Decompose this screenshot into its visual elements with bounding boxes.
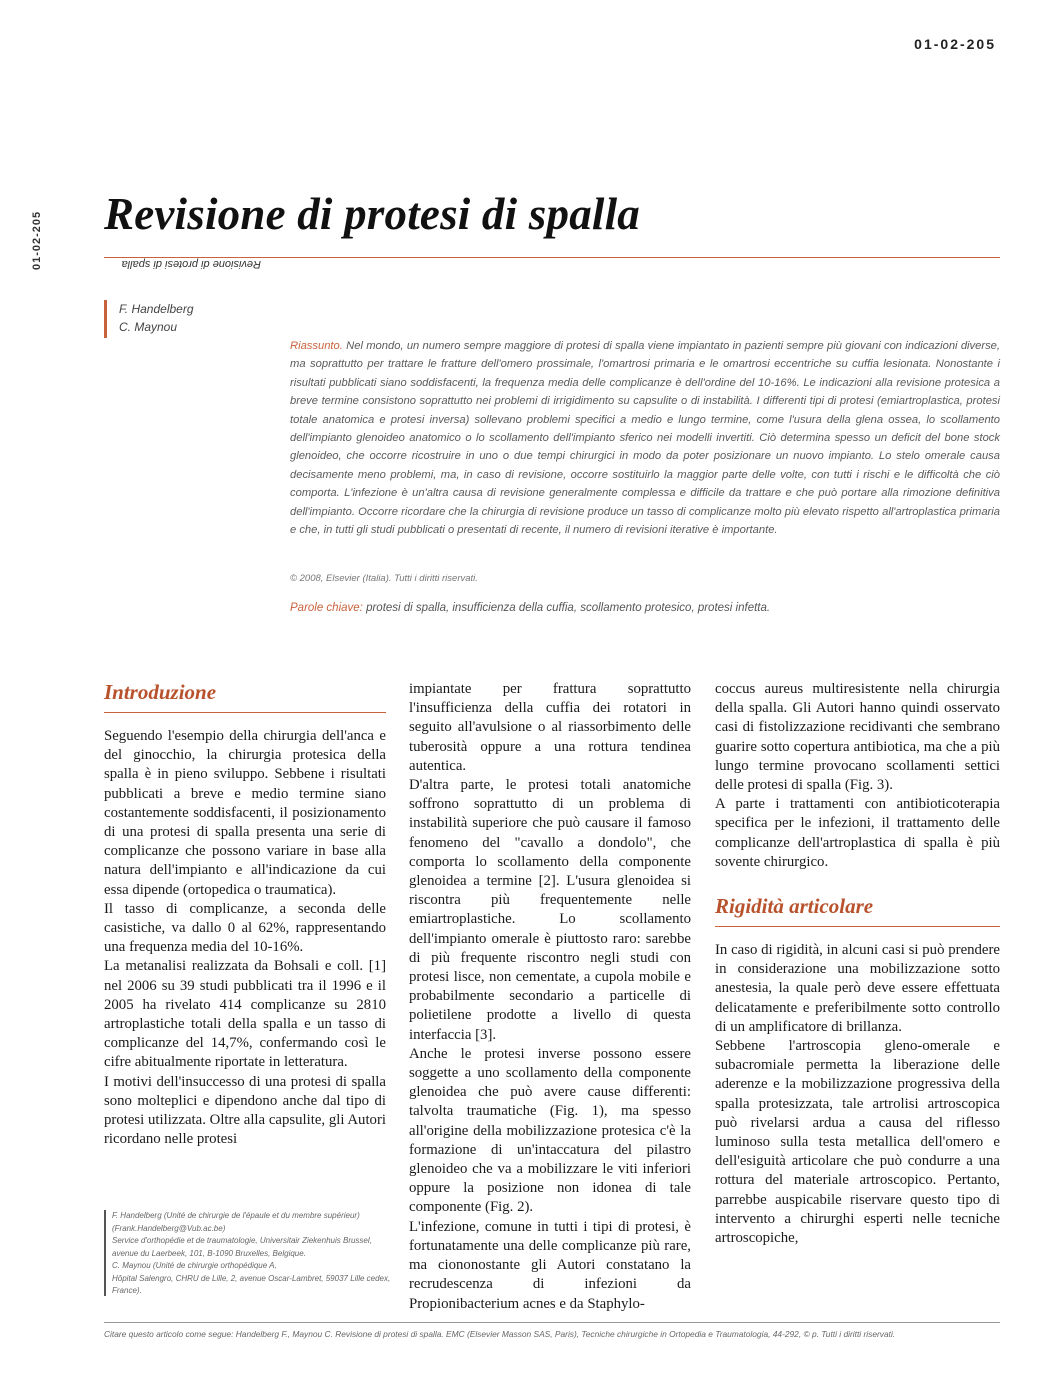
article-title: Revisione di protesi di spalla [104, 189, 641, 239]
keywords [290, 602, 1000, 614]
affiliation-line: Service d'orthopédie et de traumatologie, Universitair Ziekenhuis Brussel, avenue du Laerbeek, 101, B-1090 Bruxelles, Belgique. [112, 1236, 372, 1258]
column-3 [715, 680, 1000, 1248]
abstract-text: Nel mondo, un numero sempre maggiore di protesi di spalla viene impiantato in pazienti sempre più giovani con indicazioni diverse, ma soprattutto per trattare le fratture dell'omero prossimale, l'omartrosi primaria e le omartrosi eccentriche su cuffia lesionata. Nonostante i risultati pubblicati siano soddisfacenti, la frequenza media delle complicanze è dell'ordine del 10-16%. Le indicazioni alla revisione protesica a breve termine consistono soprattutto nei problemi di irrigidimento su capsulite o di instabilità. I differenti tipi di protesi (emiartroplastica, protesi totale anatomica e protesi inversa) sollevano problemi specifici a medio e lungo termine, come l'usura della glena ossea, lo scollamento dell'impianto glenoideo anatomico o lo scollamento dell'impianto sferico nei modelli invertiti. Ciò determina spesso un deficit del bone stock glenoideo, che occorre ricostruire in uno o due tempi chirurgici in modo da poter posizionare un nuovo impianto. Lo stelo omerale causa decisamente meno problemi, ma, in caso di revisione, occorre sostituirlo la maggior parte delle volte, con tutti i rischi e le difficoltà che ciò comporta. L'infezione è un'altra causa di revisione generalmente complessa e difficile da trattare e che può portare alla rimozione definitiva dell'impianto. Occorre ricordare che la chirurgia di revisione produce un tasso di complicanze molto più elevato rispetto all'artroplastica primaria e che, in tutti gli studi pubblicati o presentati di recente, il numero di revisioni iterative è importante. [290, 340, 1000, 537]
paragraph: Seguendo l'esempio della chirurgia dell'anca e del ginocchio, la chirurgia protesica della spalla è in pieno sviluppo. Sebbene i risultati pubblicati a breve e medio termine siano costantemente soddisfacenti, il posizionamento di una protesi di spalla presenta una serie di complicanze che possono variare in base alla natura dell'impianto e all'indicazione da cui essa dipende (ortopedica o traumatica). [104, 728, 386, 898]
affiliation-line: C. Maynou (Unité de chirurgie orthopédique A, [112, 1261, 277, 1270]
paragraph: I motivi dell'insuccesso di una protesi di spalla sono molteplici e dipendono anche dal tipo di protesi utilizzata. Oltre alla capsulite, gli Autori ricordano nelle protesi [104, 1073, 386, 1148]
author-2: C. Maynou [119, 320, 178, 334]
paragraph: Anche le protesi inverse possono essere soggette a uno scollamento della componente glenoidea che può avere cause differenti: talvolta traumatiche (Fig. 1), ma spesso all'origine della mobilizzazione protesica c'è la formazione di un'intaccatura del pilastro glenoideo che va a mobilizzare le viti inferiori oppure la posizione non idonea di tale componente (Fig. 2). [409, 1045, 691, 1216]
citation-footer: Citare questo articolo come segue: Handelberg F., Maynou C. Revisione di protesi di spalla. EMC (Elsevier Masson SAS, Paris), Tecniche chirurgiche in Ortopedia e Traumatologia, 44-292, © p. Tutti i diritti riservati. [104, 1329, 896, 1339]
page-code: 01-02-205 [914, 36, 996, 52]
paragraph: L'infezione, comune in tutti i tipi di protesi, è fortunatamente una delle complicanze più rare, ma ciononostante gli Autori constatano la recrudescenza di infezioni da Propionibacterium acnes e da Staphylo- [409, 1218, 691, 1312]
abstract [290, 337, 1000, 539]
paragraph: Sebbene l'artroscopia gleno-omerale e subacromiale permetta la liberazione delle aderenze e la mobilizzazione progressiva della spalla protesizzata, tale artrolisi artroscopica può rivelarsi ardua a causa del riflesso luminoso sulla testa metallica dell'omero e dell'esiguità articolare che può condurre a una rottura del materiale artroscopico. Pertanto, parrebbe auspicabile riservare questo tipo di intervento a chirurghi esperti nelle tecniche artroscopiche, [715, 1038, 1000, 1247]
section-divider [104, 712, 386, 713]
affiliation-line: F. Handelberg (Unité de chirurgie de l'épaule et du membre supérieur) (Frank.Handelberg@Vub.ac.be) [112, 1211, 360, 1233]
section-title-rigidity: Rigidità articolare [715, 894, 874, 919]
abstract-label: Riassunto. [290, 340, 343, 352]
side-running-head: Revisione di protesi di spalla 01-02-205 [31, 210, 261, 270]
paragraph: D'altra parte, le protesi totali anatomiche soffrono soprattutto di un problema di instabilità superiore che può causare il famoso fenomeno del "cavallo a dondolo", che comporta lo scollamento della componente glenoidea a termine [2]. L'usura glenoidea si riscontra più frequentemente nelle emiartroplastiche. Lo scollamento dell'impianto omerale è piuttosto raro: sarebbe di più frequente riscontro negli studi con protesi lisce, non cementate, a cupola mobile e probabilmente secondario a particelle di polietilene prodotte a livello di questa interfaccia [3]. [409, 777, 691, 1043]
keywords-label: Parole chiave: [290, 602, 363, 614]
paragraph: coccus aureus multiresistente nella chirurgia della spalla. Gli Autori hanno quindi osservato casi di fistolizzazione recidivanti che sembrano guarire sotto copertura antibiotica, ma che a più lungo termine provocano scollamenti settici delle protesi di spalla (Fig. 3). [715, 681, 1000, 794]
copyright: © 2008, Elsevier (Italia). Tutti i diritti riservati. [290, 573, 478, 584]
keywords-text: protesi di spalla, insufficienza della cuffia, scollamento protesico, protesi infetta. [366, 602, 771, 614]
paragraph: Il tasso di complicanze, a seconda delle casistiche, va dallo 0 al 62%, rappresentando una frequenza media del 10-16%. [104, 900, 386, 956]
author-1: F. Handelberg [119, 302, 194, 316]
column-2 [409, 680, 691, 1314]
paragraph: A parte i trattamenti con antibioticoterapia specifica per le infezioni, il trattamento delle complicanze dell'artroplastica di spalla è più sovente chirurgico. [715, 796, 1000, 870]
paragraph: La metanalisi realizzata da Bohsali e coll. [1] nel 2006 su 39 studi pubblicati tra il 1996 e il 2005 ha rivelato 414 complicanze su 2810 artroplastiche totali della spalla e un tasso di complicanze del 14,7%, confermando così le cifre abitualmente riportate in letteratura. [104, 958, 386, 1071]
paragraph: impiantate per frattura soprattutto l'insufficienza della cuffia dei rotatori in seguito all'avulsione o al riassorbimento delle tuberosità oppure a una rottura tendinea autentica. [409, 681, 691, 774]
section-divider [715, 926, 1000, 927]
column-1 [104, 680, 386, 1149]
affiliation-line: Hôpital Salengro, CHRU de Lille, 2, avenue Oscar-Lambret, 59037 Lille cedex, France). [112, 1273, 391, 1295]
section-title-introduction: Introduzione [104, 680, 217, 704]
title-divider [104, 257, 1000, 258]
footer-divider [104, 1322, 1000, 1323]
author-affiliations [104, 1210, 394, 1296]
authors-block [104, 300, 194, 338]
paragraph: In caso di rigidità, in alcuni casi si può prendere in considerazione una mobilizzazione sotto anestesia, la quale però deve essere effettuata delicatamente e preferibilmente sotto controllo di un amplificatore di brillanza. [715, 942, 1000, 1035]
